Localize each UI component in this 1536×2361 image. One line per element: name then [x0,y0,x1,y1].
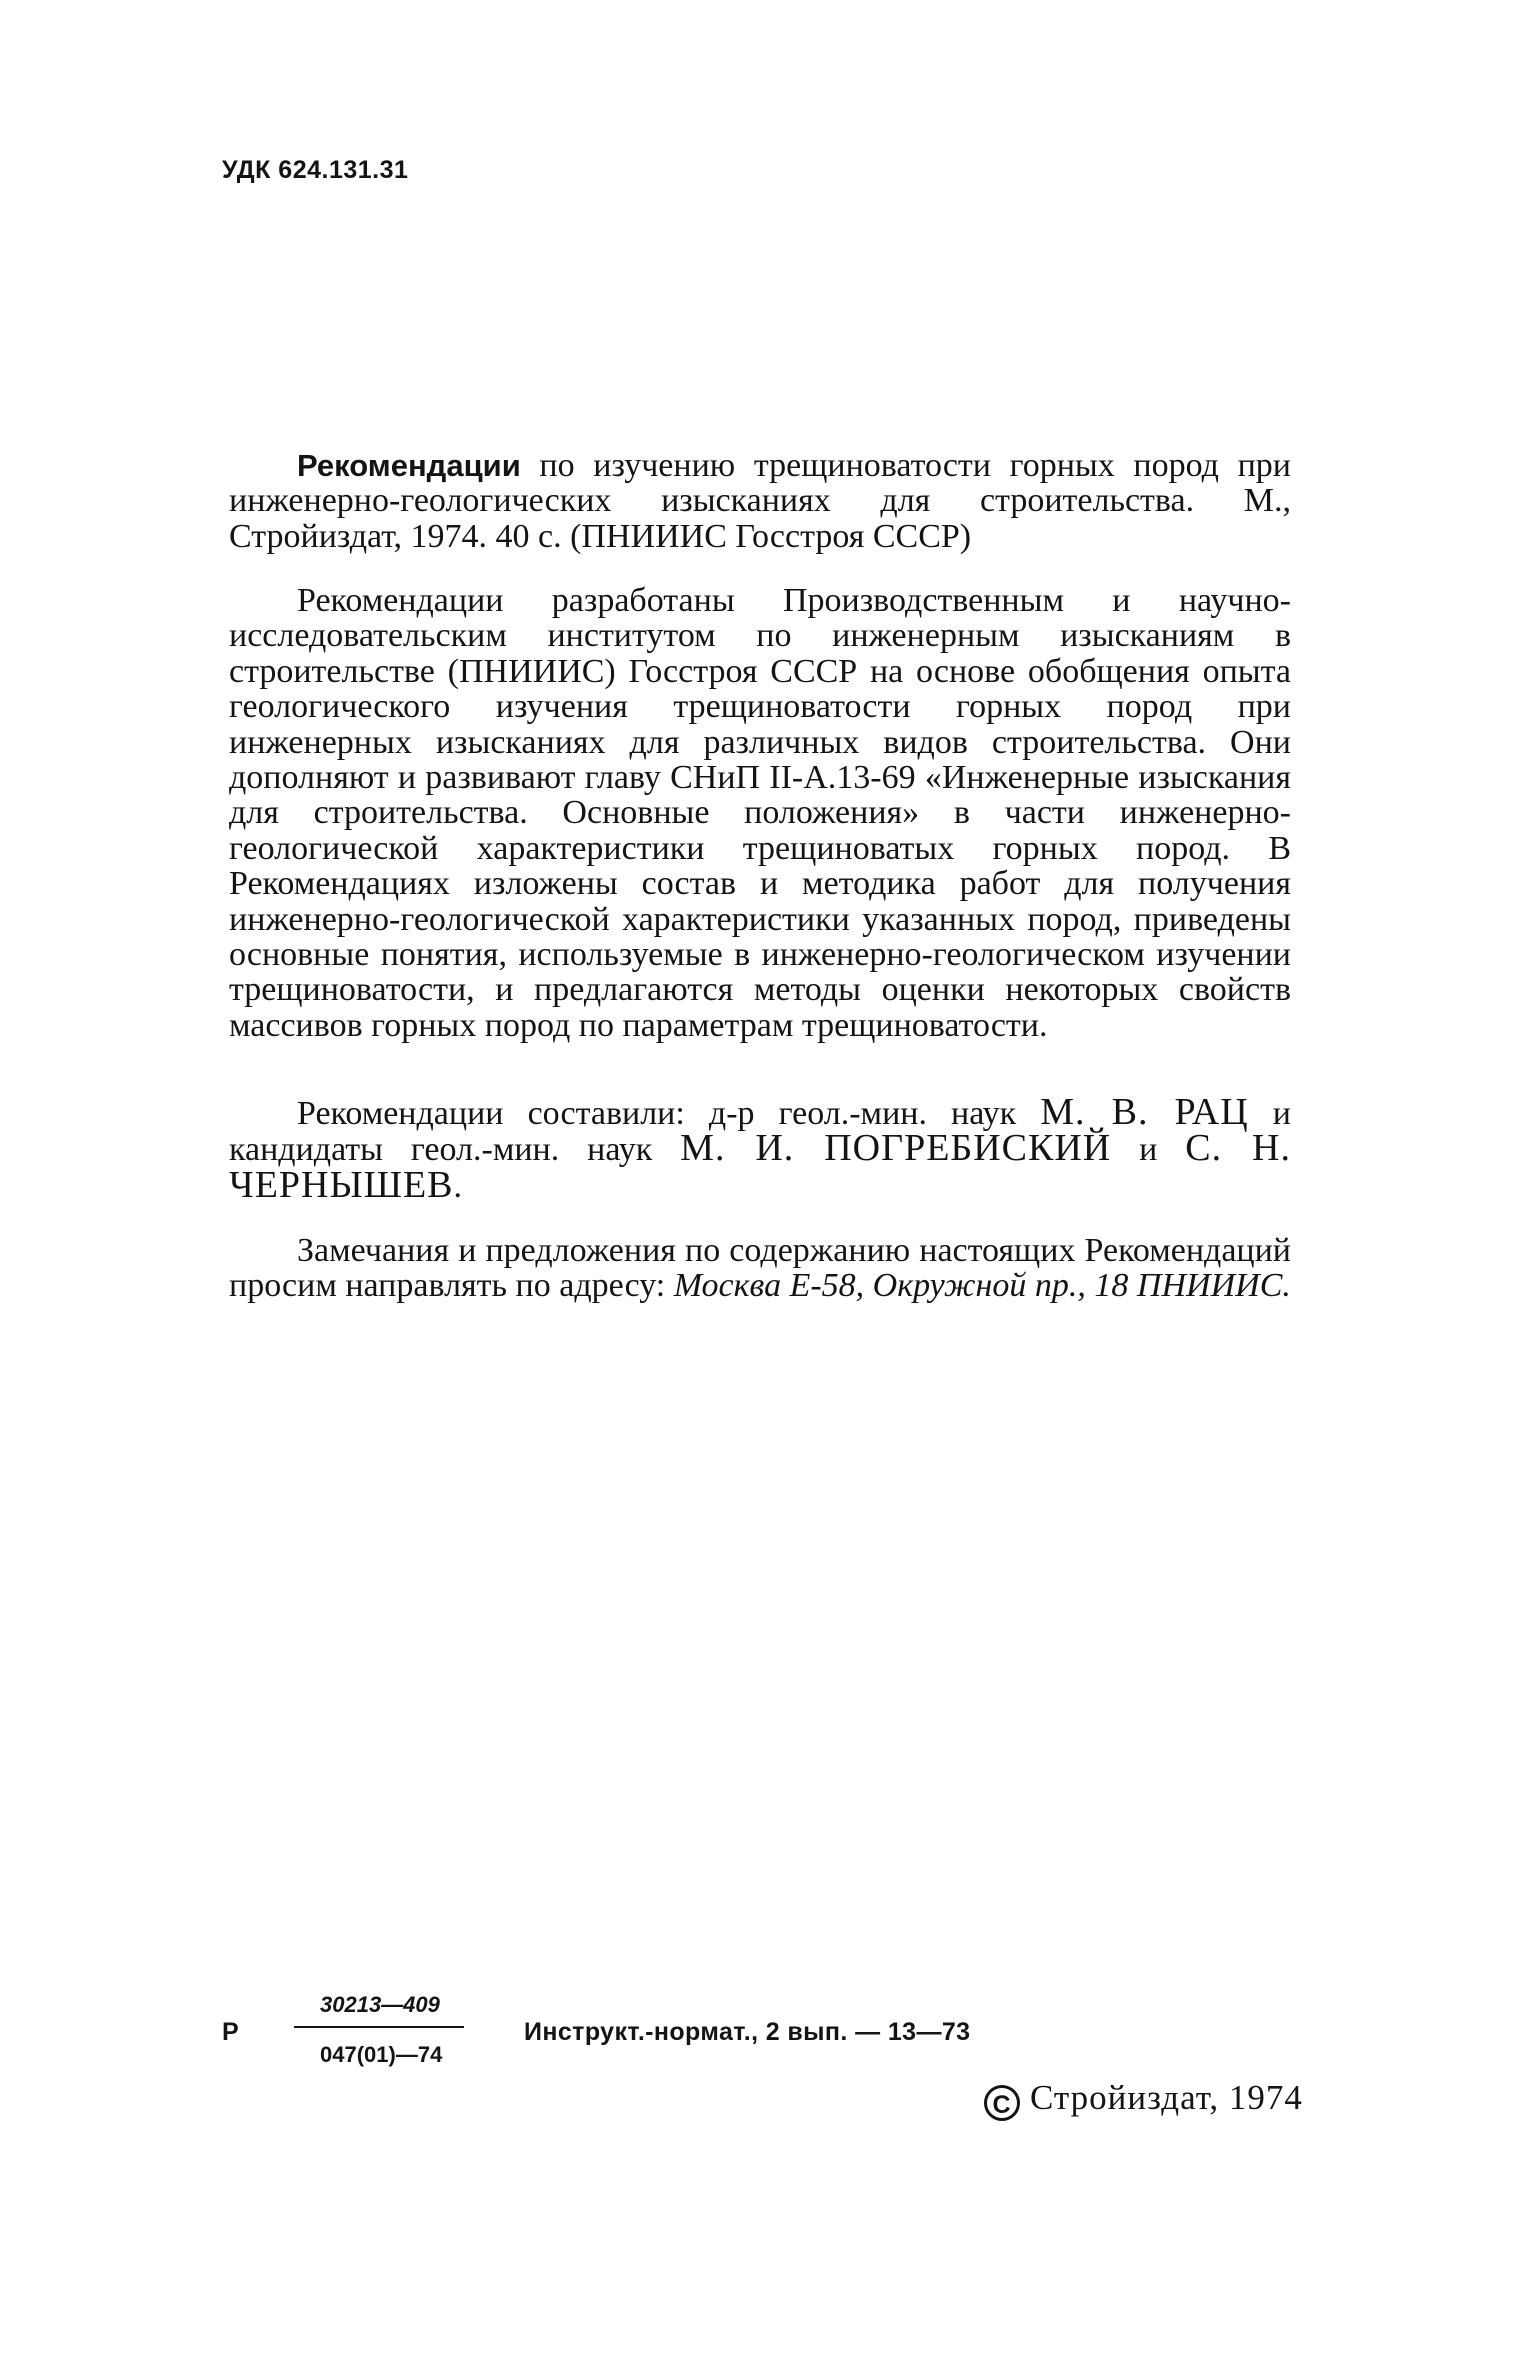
udc-code: УДК 624.131.31 [222,156,409,184]
authors-end: . [453,1167,463,1205]
authors-middle: и кандидаты геол.-мин. наук [229,1095,1291,1169]
authors-intro: Рекомендации составили: д-р геол.-мин. наук [297,1095,1041,1132]
comments-text: Замечания и предложения по содержанию настоящих Рекомендаций просим направлять по адресу: [229,1232,1291,1305]
abstract-block [229,583,1291,1043]
author-name: С. Н. ЧЕРНЫШЕВ [229,1127,1291,1206]
imprint-denominator: 047(01)—74 [320,2042,443,2067]
bibliographic-paragraph [229,448,1291,554]
abstract-paragraph: Рекомендации разработаны Производственным и научно-исследовательским институтом по инженерным изысканиям в строительстве (ПНИИИС) Госстроя СССР на основе обобщения опыта геологического изучения трещиноватости горных пород при инженерных изысканиях для различных видов строительства. Они дополняют и развивают главу СНиП II-А.13-69 «Инженерные изыскания для строительства. Основные положения» в части инженерно-геологической характеристики трещиноватых горных пород. В Рекомендациях изложены состав и методика работ для получения инженерно-геологической характеристики указанных пород, приведены основные понятия, используемые в инженерно-геологическом изучении трещиноватости, и предлагаются методы оценки некоторых свойств массивов горных пород по параметрам трещиноватости. [229,582,1291,1044]
fraction-rule [294,2026,464,2028]
publisher-address: Москва Е-58, Окружной пр., 18 ПНИИИС. [673,1267,1291,1305]
author-name: М. И. ПОГРЕБИСКИЙ [680,1127,1112,1170]
comments-block [229,1233,1291,1304]
copyright-notice [984,2078,1303,2121]
imprint-letter: Р [222,2018,239,2046]
comments-paragraph [229,1233,1291,1304]
authors-block [229,1091,1291,1206]
entry-citation: по изучению трещиноватости горных пород при инженерно-геологических изысканиях для строительства. М., Стройиздат, 1974. 40 с. (ПНИИИС Госстроя СССР) [229,447,1291,555]
imprint-numerator: 30213—409 [320,1992,440,2017]
authors-paragraph [229,1091,1291,1206]
authors-joiner: и [1111,1131,1186,1169]
author-name: М. В. РАЦ [1040,1091,1249,1133]
imprint-series: Инструкт.-нормат., 2 вып. — 13—73 [524,2018,971,2046]
copyright-text: Стройиздат, 1974 [1030,2078,1303,2117]
imprint-line [222,1992,1122,2082]
copyright-icon: C [984,2085,1020,2121]
bibliographic-entry [229,448,1291,554]
entry-lead-title: Рекомендации [297,448,521,483]
